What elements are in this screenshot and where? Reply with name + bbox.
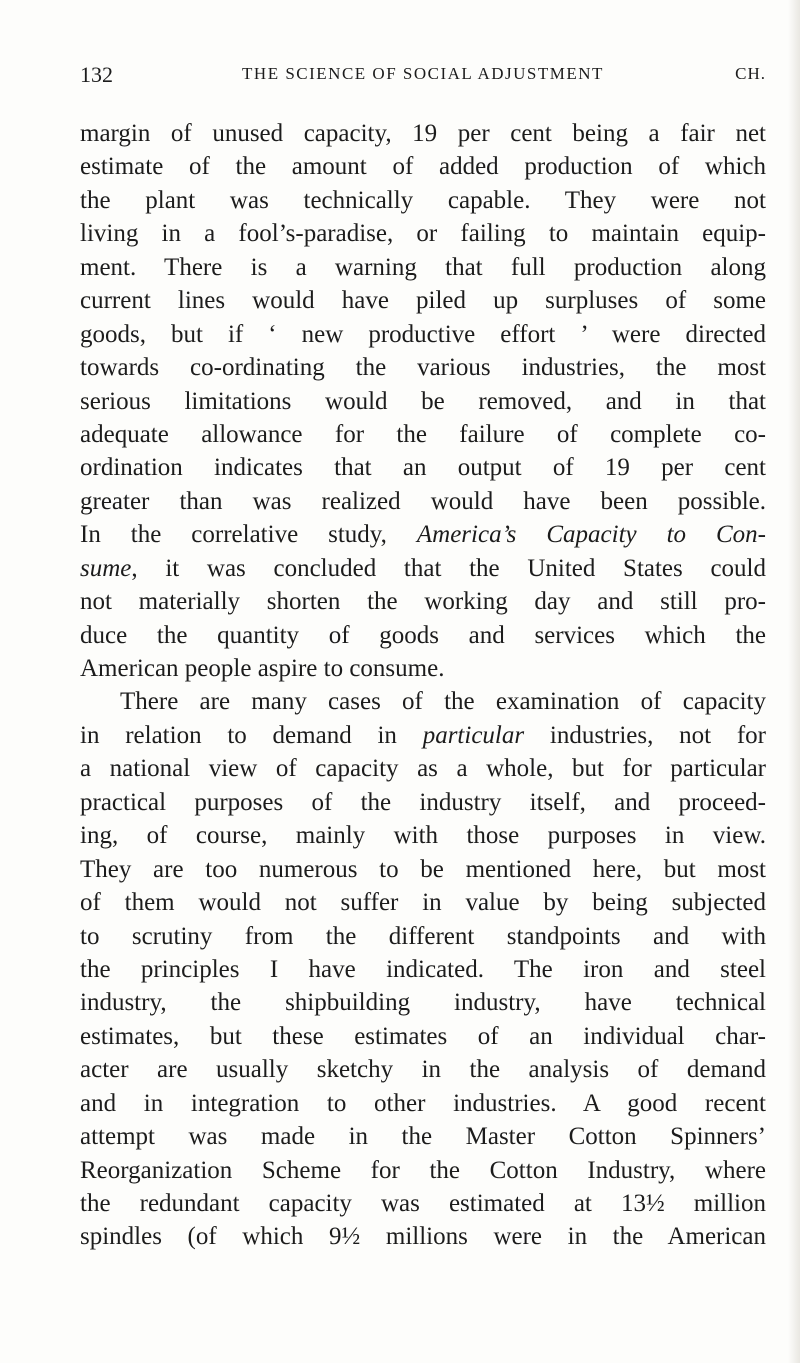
paragraph-end-line xyxy=(80,652,766,685)
text-run: ment. There is a warning that full production along xyxy=(80,253,766,281)
text-line xyxy=(80,184,766,217)
text-run: ing, of course, mainly with those purposes in view. xyxy=(80,822,766,850)
text-line xyxy=(80,1087,766,1120)
text-run: spindles (of which 9½ millions were in the American xyxy=(80,1223,766,1251)
text-line xyxy=(80,117,766,150)
text-line xyxy=(80,920,766,953)
text-line xyxy=(80,1053,766,1086)
text-line xyxy=(80,1220,766,1253)
text-run: industry, the shipbuilding industry, have technical xyxy=(80,989,766,1017)
text-line xyxy=(80,853,766,886)
text-run: the redundant capacity was estimated at 13½ million xyxy=(80,1190,766,1217)
text-run: , it was concluded that the United States could xyxy=(131,554,766,582)
text-line xyxy=(80,518,766,551)
text-run: goods, but if ‘ new productive effort ’ were directed xyxy=(80,320,766,348)
text-run: a national view of capacity as a whole, but for particular xyxy=(80,755,766,783)
text-run: not materially shorten the working day and still pro- xyxy=(80,588,766,616)
text-run: and in integration to other industries. A good recent xyxy=(80,1089,766,1117)
text-run: attempt was made in the Master Cotton Spinners’ xyxy=(80,1123,766,1151)
text-line xyxy=(80,819,766,852)
text-run: living in a fool’s-paradise, or failing to maintain equip- xyxy=(80,220,766,248)
text-run: in relation to demand in xyxy=(80,721,423,749)
text-line xyxy=(80,217,766,250)
text-line xyxy=(80,1020,766,1053)
text-line xyxy=(80,953,766,986)
text-line xyxy=(80,485,766,518)
text-line xyxy=(80,719,766,752)
text-run: In the correlative study, xyxy=(80,521,417,549)
text-line xyxy=(80,451,766,484)
text-line xyxy=(80,1120,766,1153)
text-line xyxy=(80,619,766,652)
text-run: the principles I have indicated. The iron and steel xyxy=(80,955,766,983)
text-run: duce the quantity of goods and services which the xyxy=(80,621,766,649)
text-line xyxy=(80,786,766,819)
page-number: 132 xyxy=(80,62,113,87)
text-line xyxy=(80,552,766,585)
text-run: the plant was technically capable. They were not xyxy=(80,186,766,214)
body-text xyxy=(80,117,766,1254)
text-line xyxy=(80,1154,766,1187)
text-run: ordination indicates that an output of 19 per cent xyxy=(80,454,766,482)
running-title: THE SCIENCE OF SOCIAL ADJUSTMENT xyxy=(242,64,604,83)
running-header xyxy=(80,62,766,94)
text-run: practical purposes of the industry itself, and proceed- xyxy=(80,788,766,816)
book-title-italic: America’s Capacity to Con- xyxy=(416,521,766,549)
text-run: current lines would have piled up surpluses of some xyxy=(80,287,766,315)
page-edge-shadow xyxy=(788,0,800,1363)
text-line xyxy=(80,318,766,351)
emphasis-italic: particular xyxy=(422,721,525,749)
text-run: There are many cases of the examination of capacity xyxy=(120,688,766,716)
text-line xyxy=(80,986,766,1019)
text-line xyxy=(80,886,766,919)
text-line xyxy=(80,351,766,384)
text-line xyxy=(80,585,766,618)
text-run: greater than was realized would have been possible. xyxy=(80,487,766,515)
text-run: Reorganization Scheme for the Cotton Industry, where xyxy=(80,1156,766,1184)
text-line xyxy=(80,1187,766,1220)
text-run: towards co-ordinating the various industries, the most xyxy=(80,354,766,382)
text-line xyxy=(80,385,766,418)
text-run: They are too numerous to be mentioned here, but most xyxy=(80,855,766,883)
book-title-italic: sume xyxy=(80,554,132,582)
text-run: American people aspire to consume. xyxy=(80,655,445,682)
text-run: margin of unused capacity, 19 per cent being a fair net xyxy=(80,120,766,147)
text-line xyxy=(80,251,766,284)
text-run: serious limitations would be removed, and in that xyxy=(80,387,766,415)
text-line xyxy=(80,150,766,183)
paragraph-start-line xyxy=(80,685,766,718)
text-line xyxy=(80,418,766,451)
text-run: of them would not suffer in value by being subjected xyxy=(80,889,766,917)
text-run: to scrutiny from the different standpoints and with xyxy=(80,922,766,950)
text-run: acter are usually sketchy in the analysis of demand xyxy=(80,1056,766,1084)
text-run: estimates, but these estimates of an individual char- xyxy=(80,1022,766,1050)
text-line xyxy=(80,284,766,317)
chapter-mark: CH. xyxy=(735,64,766,83)
text-run: industries, not for xyxy=(524,721,766,749)
text-line xyxy=(80,752,766,785)
text-run: adequate allowance for the failure of complete co- xyxy=(80,420,766,448)
text-run: estimate of the amount of added production of which xyxy=(80,153,766,181)
